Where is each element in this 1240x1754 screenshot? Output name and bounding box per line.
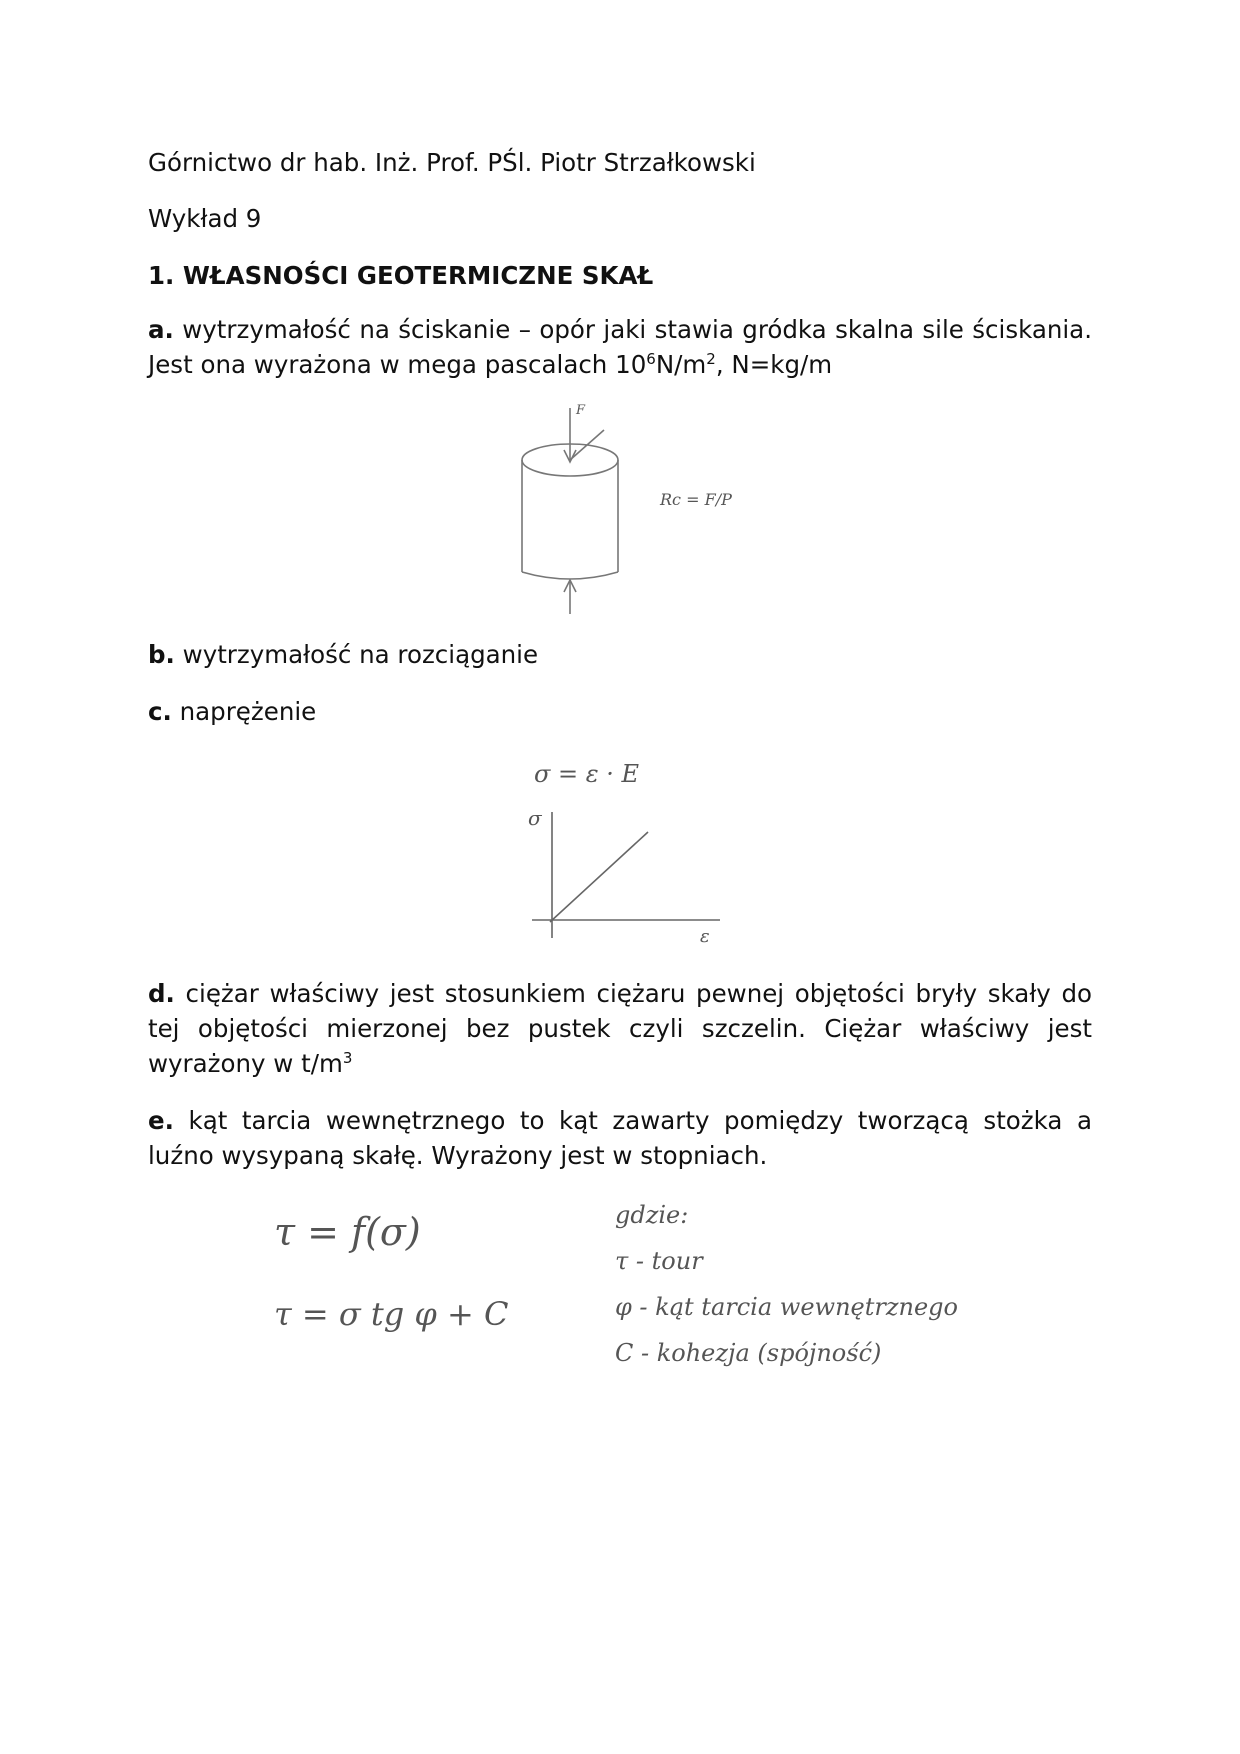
force-label: F: [576, 403, 586, 418]
rc-formula: Rc = F/P: [660, 490, 732, 509]
item-a: [148, 312, 1092, 382]
item-d-sup: 3: [342, 1048, 353, 1067]
section-title: 1. WŁASNOŚCI GEOTERMICZNE SKAŁ: [148, 261, 654, 290]
sigma-axis-label: σ: [528, 806, 542, 830]
handwritten-notes: [260, 1195, 1020, 1380]
item-a-text: wytrzymałość na ściskanie – opór jaki stawia gródka skalna sile ściskania. Jest ona wyrażona w mega pascalach 10: [148, 315, 1092, 379]
item-e-text: kąt tarcia wewnętrznego to kąt zawarty pomiędzy tworzącą stożka a luźno wysypaną skałę. Wyrażony jest w stopniach.: [148, 1106, 1092, 1170]
cylinder-sketch: [500, 400, 760, 630]
item-c: [148, 697, 316, 726]
tau-definition: τ - tour: [615, 1247, 703, 1275]
item-a-tail: , N=kg/m: [715, 350, 833, 379]
lecture-number: Wykład 9: [148, 204, 262, 233]
shear-function: τ = f(σ): [274, 1210, 421, 1254]
item-a-sup2: 2: [706, 349, 716, 368]
item-b-text: wytrzymałość na rozciąganie: [182, 640, 539, 669]
item-a-sup1: 6: [646, 349, 656, 368]
item-b: [148, 640, 538, 669]
hooke-formula: σ = ε · E: [534, 760, 640, 788]
item-d-marker: d.: [148, 979, 175, 1008]
cohesion-definition: C - kohezja (spójność): [615, 1339, 882, 1367]
coulomb-equation: τ = σ tg φ + C: [274, 1295, 509, 1333]
item-c-marker: c.: [148, 697, 172, 726]
item-c-text: naprężenie: [179, 697, 317, 726]
item-a-unit: N/m: [655, 350, 707, 379]
item-e-marker: e.: [148, 1106, 174, 1135]
where-label: gdzie:: [615, 1201, 689, 1229]
item-e: [148, 1103, 1092, 1173]
stress-strain-sketch: [520, 750, 740, 950]
item-d-text: ciężar właściwy jest stosunkiem ciężaru pewnej objętości bryły skały do tej objętości mierzonej bez pustek czyli szczelin. Ciężar właściwy jest wyrażony w t/m: [148, 979, 1092, 1078]
item-b-marker: b.: [148, 640, 175, 669]
item-a-marker: a.: [148, 315, 174, 344]
phi-definition: φ - kąt tarcia wewnętrznego: [615, 1293, 958, 1321]
epsilon-axis-label: ε: [700, 926, 710, 947]
course-header: Górnictwo dr hab. Inż. Prof. PŚl. Piotr Strzałkowski: [148, 148, 756, 177]
item-d: [148, 976, 1092, 1081]
